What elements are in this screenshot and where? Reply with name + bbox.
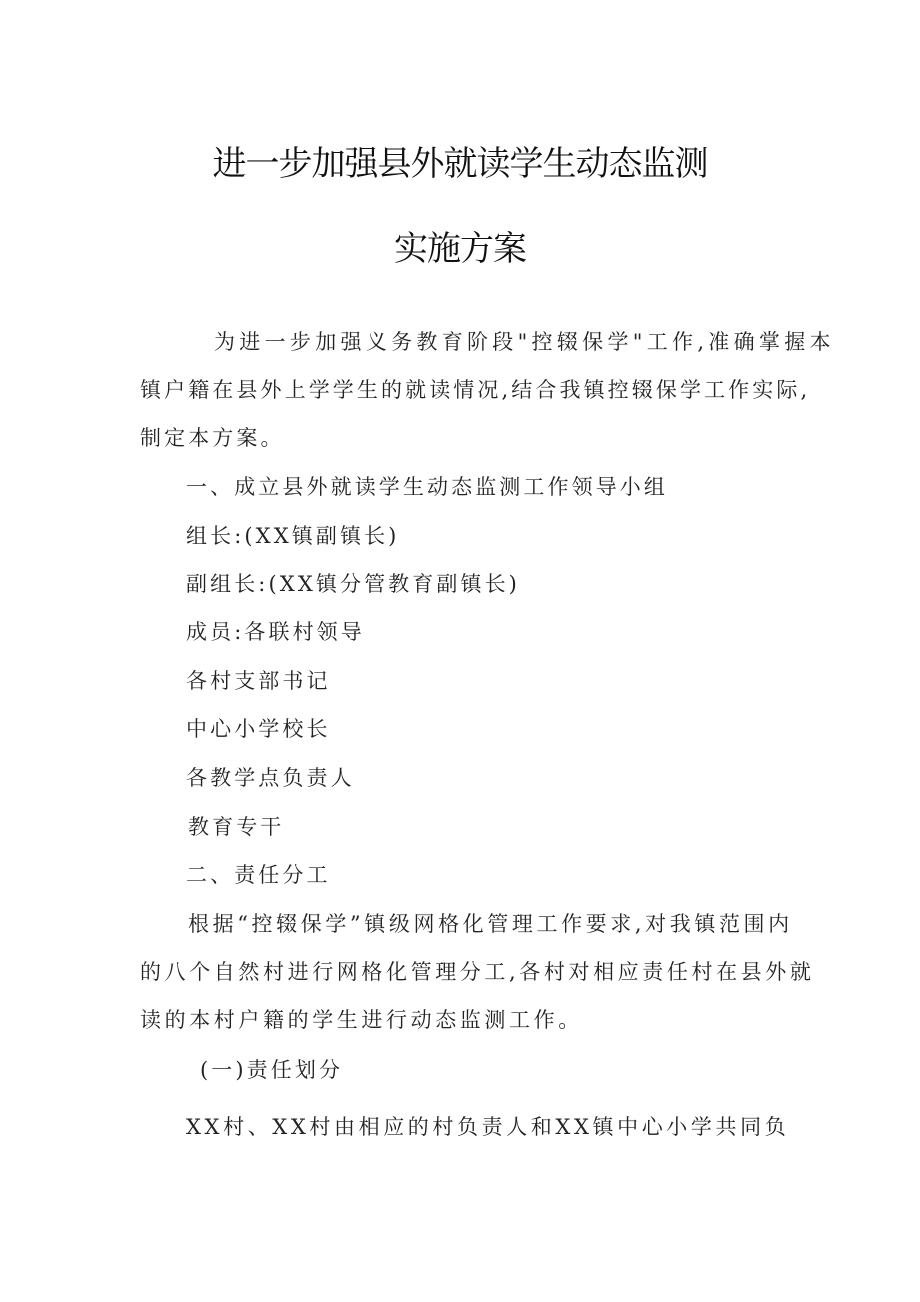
section-2-heading: 二、责任分工: [186, 863, 331, 887]
group-member-education-officer: 教育专干: [188, 815, 285, 839]
group-member-village-secretaries: 各村支部书记: [186, 669, 331, 693]
intro-line-3: 制定本方案。: [140, 426, 285, 450]
document-title-line-1: 进一步加强县外就读学生动态监测: [212, 144, 708, 184]
subsection-1-heading: (一)责任划分: [200, 1058, 344, 1082]
document-title-line-2: 实施方案: [394, 229, 526, 269]
group-members: 成员:各联村领导: [186, 620, 365, 644]
group-member-teaching-point-heads: 各教学点负责人: [186, 766, 355, 790]
section-1-heading: 一、成立县外就读学生动态监测工作领导小组: [186, 475, 668, 499]
section-2-paragraph-line-3: 读的本村户籍的学生进行动态监测工作。: [140, 1008, 583, 1032]
intro-line-1: 为进一步加强义务教育阶段"控辍保学"工作,准确掌握本: [214, 330, 835, 354]
group-deputy-leader: 副组长:(XX镇分管教育副镇长): [186, 572, 520, 596]
group-member-school-principal: 中心小学校长: [186, 717, 331, 741]
section-2-paragraph-line-1: 根据“控辍保学”镇级网格化管理工作要求,对我镇范围内: [188, 912, 793, 936]
subsection-1-text: XX村、XX村由相应的村负责人和XX镇中心小学共同负: [186, 1115, 790, 1139]
section-2-paragraph-line-2: 的八个自然村进行网格化管理分工,各村对相应责任村在县外就: [140, 960, 815, 984]
group-leader: 组长:(XX镇副镇长): [186, 524, 400, 548]
intro-line-2: 镇户籍在县外上学学生的就读情况,结合我镇控辍保学工作实际,: [140, 378, 811, 402]
